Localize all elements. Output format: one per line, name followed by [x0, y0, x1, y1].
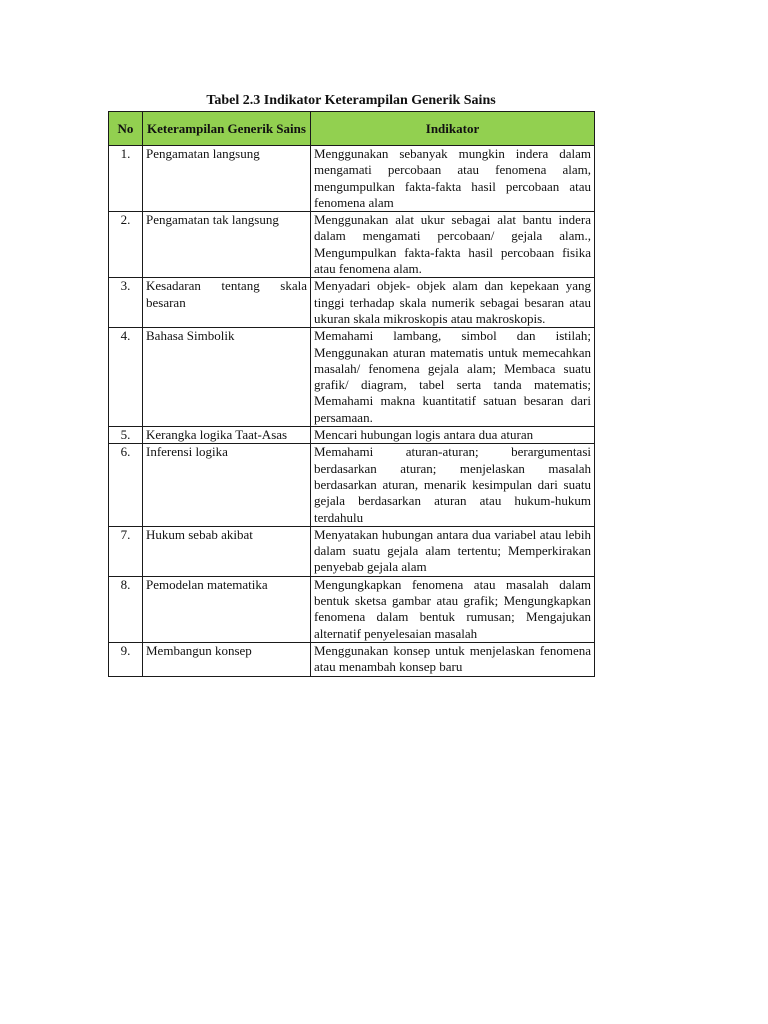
column-header-skill: Keterampilan Generik Sains	[143, 112, 311, 146]
row-number: 8.	[109, 576, 143, 642]
table-row	[109, 212, 595, 278]
column-header-no: No	[109, 112, 143, 146]
indicator-cell: Menggunakan konsep untuk menjelaskan fenomena atau menambah konsep baru	[311, 642, 595, 676]
table-row	[109, 278, 595, 328]
indicator-cell: Memahami lambang, simbol dan istilah; Menggunakan aturan matematis untuk memecahkan masalah/ fenomena gejala alam; Membaca suatu grafik/ diagram, tabel serta tanda matematis; Memahami makna kuantitatif satuan besaran dari persamaan.	[311, 328, 595, 427]
skill-cell: Hukum sebab akibat	[143, 526, 311, 576]
table-row	[109, 427, 595, 444]
indicator-cell: Memahami aturan-aturan; berargumentasi berdasarkan aturan; menjelaskan masalah berdasarkan aturan, menarik kesimpulan dari suatu gejala berdasarkan aturan atau hukum-hukum terdahulu	[311, 444, 595, 526]
table-header-row	[109, 112, 595, 146]
row-number: 9.	[109, 642, 143, 676]
skill-cell: Pemodelan matematika	[143, 576, 311, 642]
table-row	[109, 642, 595, 676]
skill-cell: Pengamatan langsung	[143, 146, 311, 212]
indicator-cell: Menyadari objek- objek alam dan kepekaan yang tinggi terhadap skala numerik sebagai besaran atau ukuran skala mikroskopis atau makroskopis.	[311, 278, 595, 328]
row-number: 2.	[109, 212, 143, 278]
row-number: 3.	[109, 278, 143, 328]
table-title: Tabel 2.3 Indikator Keterampilan Generik Sains	[206, 93, 496, 108]
indicator-table	[108, 111, 595, 677]
skill-cell: Kesadaran tentang skala besaran	[143, 278, 311, 328]
row-number: 4.	[109, 328, 143, 427]
skill-cell: Kerangka logika Taat-Asas	[143, 427, 311, 444]
table-row	[109, 526, 595, 576]
table-row	[109, 146, 595, 212]
row-number: 1.	[109, 146, 143, 212]
table-row	[109, 328, 595, 427]
skill-cell: Pengamatan tak langsung	[143, 212, 311, 278]
indicator-cell: Menyatakan hubungan antara dua variabel atau lebih dalam suatu gejala alam tertentu; Memperkirakan penyebab gejala alam	[311, 526, 595, 576]
skill-cell: Membangun konsep	[143, 642, 311, 676]
row-number: 7.	[109, 526, 143, 576]
indicator-cell: Menggunakan alat ukur sebagai alat bantu indera dalam mengamati percobaan/ gejala alam., Mengumpulkan fakta-fakta hasil percobaan fisika atau fenomena alam.	[311, 212, 595, 278]
indicator-cell: Mencari hubungan logis antara dua aturan	[311, 427, 595, 444]
table-row	[109, 444, 595, 526]
row-number: 6.	[109, 444, 143, 526]
indicator-cell: Mengungkapkan fenomena atau masalah dalam bentuk sketsa gambar atau grafik; Mengungkapkan fenomena dalam bentuk rumusan; Mengajukan alternatif penyelesaian masalah	[311, 576, 595, 642]
table-row	[109, 576, 595, 642]
indicator-cell: Menggunakan sebanyak mungkin indera dalam mengamati percobaan atau fenomena alam, mengumpulkan fakta-fakta hasil percobaan atau fenomena alam	[311, 146, 595, 212]
row-number: 5.	[109, 427, 143, 444]
skill-cell: Inferensi logika	[143, 444, 311, 526]
column-header-indicator: Indikator	[311, 112, 595, 146]
skill-cell: Bahasa Simbolik	[143, 328, 311, 427]
